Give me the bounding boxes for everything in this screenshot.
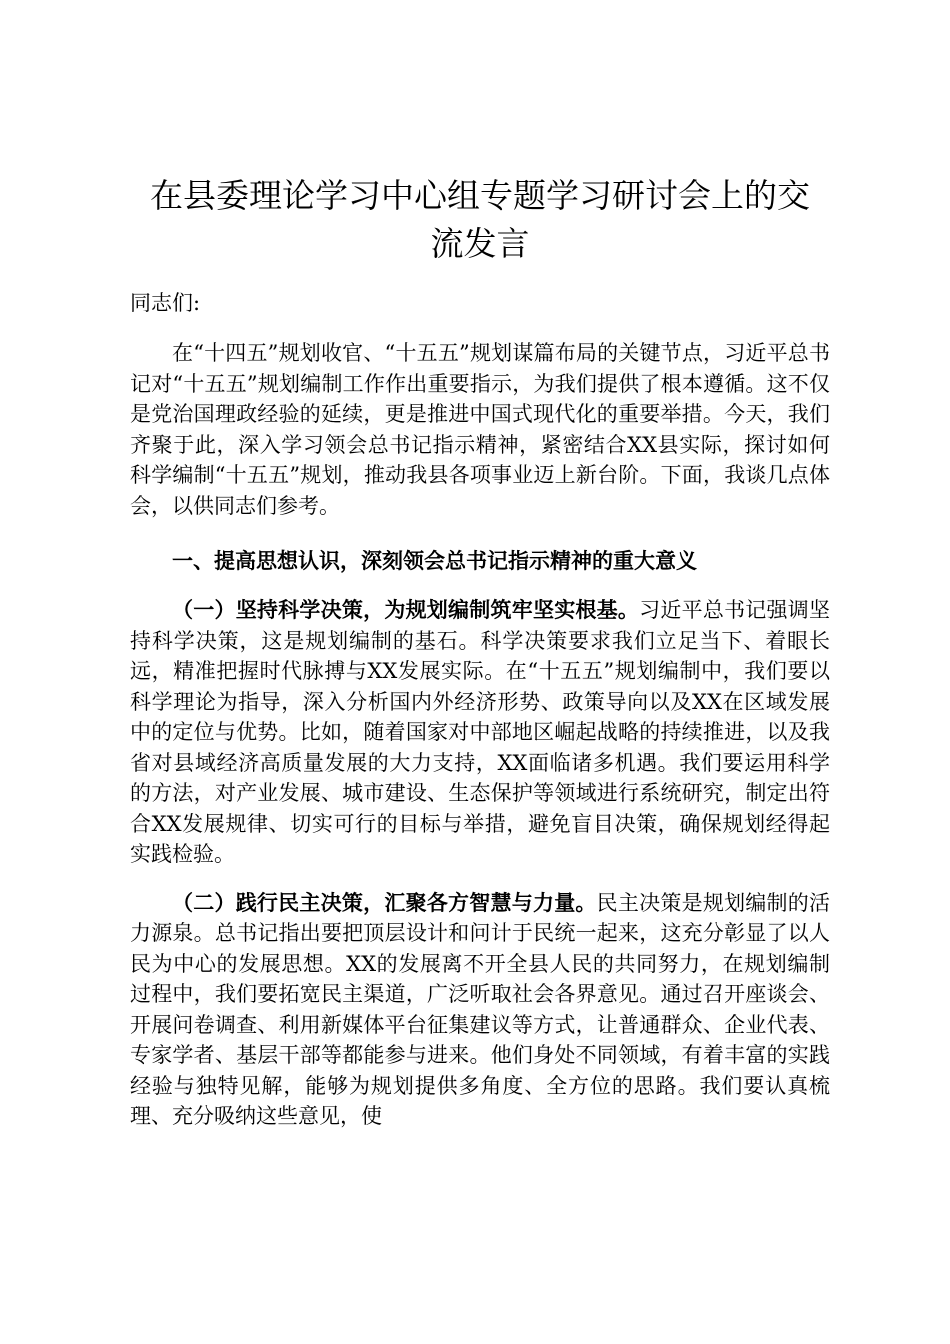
subsection-1-lead: （一）坚持科学决策，为规划编制筑牢坚实根基。 xyxy=(172,597,640,622)
title-line-1: 在县委理论学习中心组专题学习研讨会上的交 xyxy=(150,176,810,215)
subsection-2-lead: （二）践行民主决策，汇聚各方智慧与力量。 xyxy=(172,889,597,915)
section-heading-1: 一、提高思想认识，深刻领会总书记指示精神的重大意义 xyxy=(172,548,697,573)
subsection-2-paragraph xyxy=(130,888,830,1132)
salutation: 同志们: xyxy=(130,291,201,315)
intro-paragraph: 在“十四五”规划收官、“十五五”规划谋篇布局的关键节点，习近平总书记对“十五五”规划编制工作作出重要指示，为我们提供了根本遵循。这不仅是党治国理政经验的延续，更是推进中国式现代化的重要举措。今天，我们齐聚于此，深入学习领会总书记指示精神，紧密结合XX县实际，探讨如何科学编制“十五五”规划，推动我县各项事业迈上新台阶。下面，我谈几点体会，以供同志们参考。 xyxy=(130,341,830,518)
document-page xyxy=(130,172,830,1132)
document-title xyxy=(130,172,830,268)
subsection-2-body: 民主决策是规划编制的活力源泉。总书记指出要把顶层设计和问计于民统一起来，这充分彰显了以人民为中心的发展思想。XX的发展离不开全县人民的共同努力，在规划编制过程中，我们要拓宽民主渠道，广泛听取社会各界意见。通过召开座谈会、开展问卷调查、利用新媒体平台征集建议等方式，让普通群众、企业代表、专家学者、基层干部等都能参与进来。他们身处不同领域，有着丰富的实践经验与独特见解，能够为规划提供多角度、全方位的思路。我们要认真梳理、充分吸纳这些意见，使 xyxy=(130,890,831,1128)
subsection-1-paragraph xyxy=(130,595,830,870)
title-line-2: 流发言 xyxy=(430,224,530,263)
subsection-1-body: 习近平总书记强调坚持科学决策，这是规划编制的基石。科学决策要求我们立足当下、着眼长远，精准把握时代脉搏与XX发展实际。在“十五五”规划编制中，我们要以科学理论为指导，深入分析国内外经济形势、政策导向以及XX在区域发展中的定位与优势。比如，随着国家对中部地区崛起战略的持续推进，以及我省对县域经济高质量发展的大力支持，XX面临诸多机遇。我们要运用科学的方法，对产业发展、城市建设、生态保护等领域进行系统研究，制定出符合XX发展规律、切实可行的目标与举措，避免盲目决策，确保规划经得起实践检验。 xyxy=(130,598,831,866)
